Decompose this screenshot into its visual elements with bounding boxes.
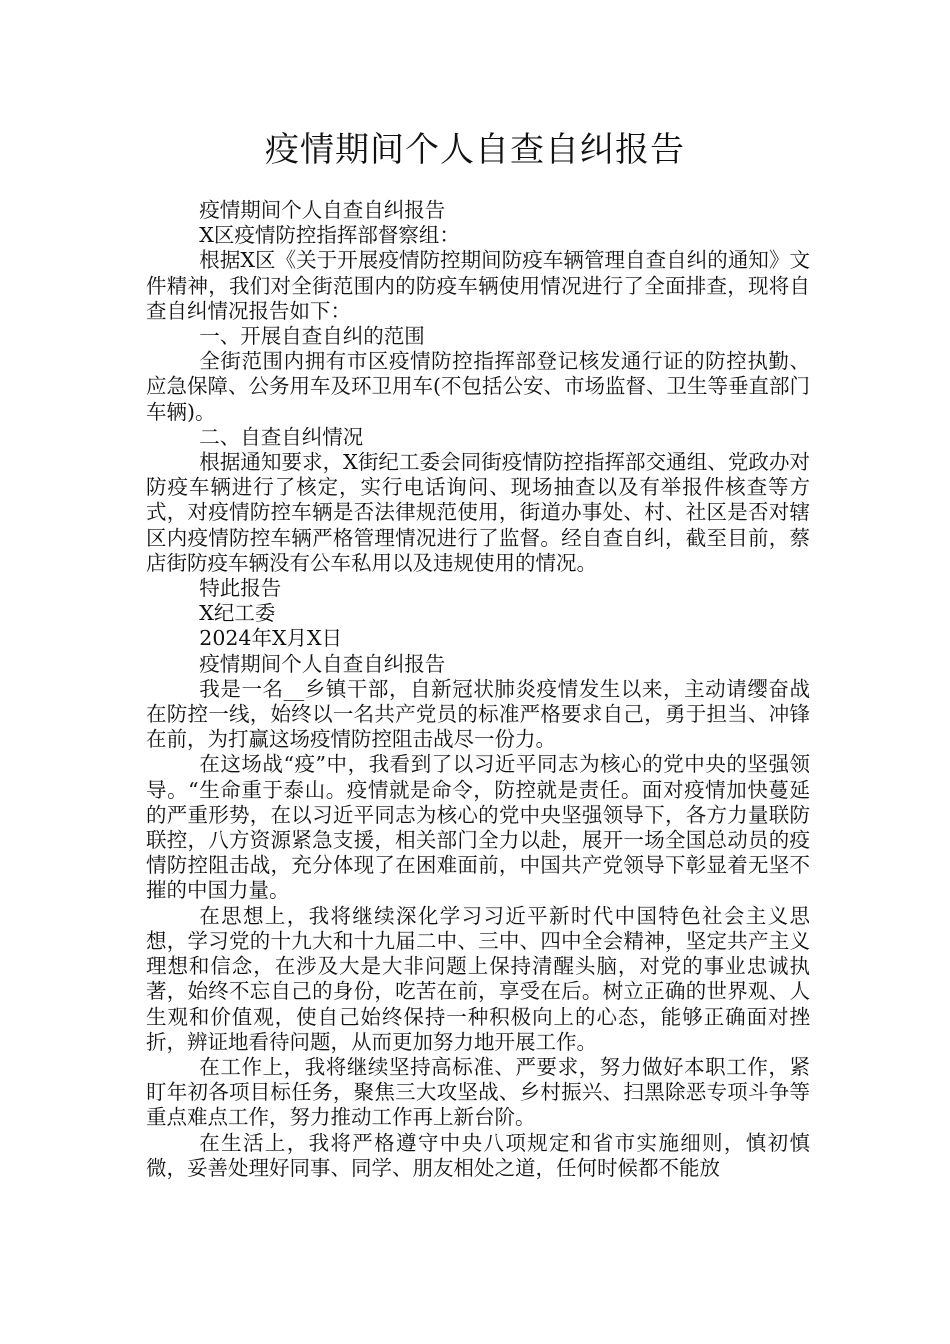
paragraph-leadership: 在这场战“疫”中，我看到了以习近平同志为核心的党中央的坚强领导。“生命重于泰山。疫情就是命令，防控就是责任。面对疫情加快蔓延的严重形势，在以习近平同志为核心的党中央坚强领导下，各方力量联防联控，八方资源紧急支援，相关部门全力以赴，展开一场全国总动员的疫情防控阻击战，充分体现了在困难面前，中国共产党领导下彰显着无坚不摧的中国力量。 [146, 752, 810, 903]
paragraph-work: 在工作上，我将继续坚持高标准、严要求，努力做好本职工作，紧盯年初各项目标任务，聚焦三大攻坚战、乡村振兴、扫黑除恶专项斗争等重点难点工作，努力推动工作再上新台阶。 [146, 1054, 810, 1130]
paragraph-thought: 在思想上，我将继续深化学习习近平新时代中国特色社会主义思想，学习党的十九大和十九届二中、三中、四中全会精神，坚定共产主义理想和信念，在涉及大是大非问题上保持清醒头脑，对党的事业忠诚执著，始终不忘自己的身份，吃苦在前，享受在后。树立正确的世界观、人生观和价值观，使自己始终保持一种积极向上的心态，能够正确面对挫折，辨证地看待问题，从而更加努力地开展工作。 [146, 903, 810, 1054]
paragraph-heading-repeat: 疫情期间个人自查自纠报告 [199, 198, 446, 222]
paragraph-scope: 全街范围内拥有市区疫情防控指挥部登记核发通行证的防控执勤、应急保障、公务用车及环卫用车(不包括公安、市场监督、卫生等垂直部门车辆)。 [146, 349, 810, 424]
document-body [146, 198, 810, 1181]
paragraph-intro: 根据X区《关于开展疫情防控期间防疫车辆管理自查自纠的通知》文件精神，我们对全街范围内的防疫车辆使用情况进行了全面排查，现将自查自纠情况报告如下： [146, 248, 810, 323]
section-heading-scope: 一、开展自查自纠的范围 [199, 324, 425, 349]
paragraph-status: 根据通知要求，X街纪工委会同街疫情防控指挥部交通组、党政办对防疫车辆进行了核定，实行电话询问、现场抽查以及有举报件核查等方式，对疫情防控车辆是否法律规范使用，街道办事处、村、社区是否对辖区内疫情防控车辆严格管理情况进行了监督。经自查自纠，截至目前，蔡店街防疫车辆没有公车私用以及违规使用的情况。 [146, 450, 810, 575]
paragraph-date: 2024年X月X日 [199, 626, 343, 651]
paragraph-signature: X纪工委 [199, 601, 276, 626]
paragraph-closing: 特此报告 [199, 576, 282, 601]
paragraph-life: 在生活上，我将严格遵守中央八项规定和省市实施细则，慎初慎微，妥善处理好同事、同学、朋友相处之道，任何时候都不能放 [146, 1130, 810, 1180]
section-heading-status: 二、自查自纠情况 [199, 424, 364, 449]
paragraph-second-report-title: 疫情期间个人自查自纠报告 [199, 651, 446, 676]
document-title: 疫情期间个人自查自纠报告 [265, 130, 685, 170]
paragraph-self-intro: 我是一名__乡镇干部，自新冠状肺炎疫情发生以来，主动请缨奋战在防控一线，始终以一名共产党员的标准严格要求自己，勇于担当、冲锋在前，为打赢这场疫情防控阻击战尽一份力。 [146, 676, 810, 752]
paragraph-addressee: X区疫情防控指挥部督察组： [199, 223, 460, 248]
